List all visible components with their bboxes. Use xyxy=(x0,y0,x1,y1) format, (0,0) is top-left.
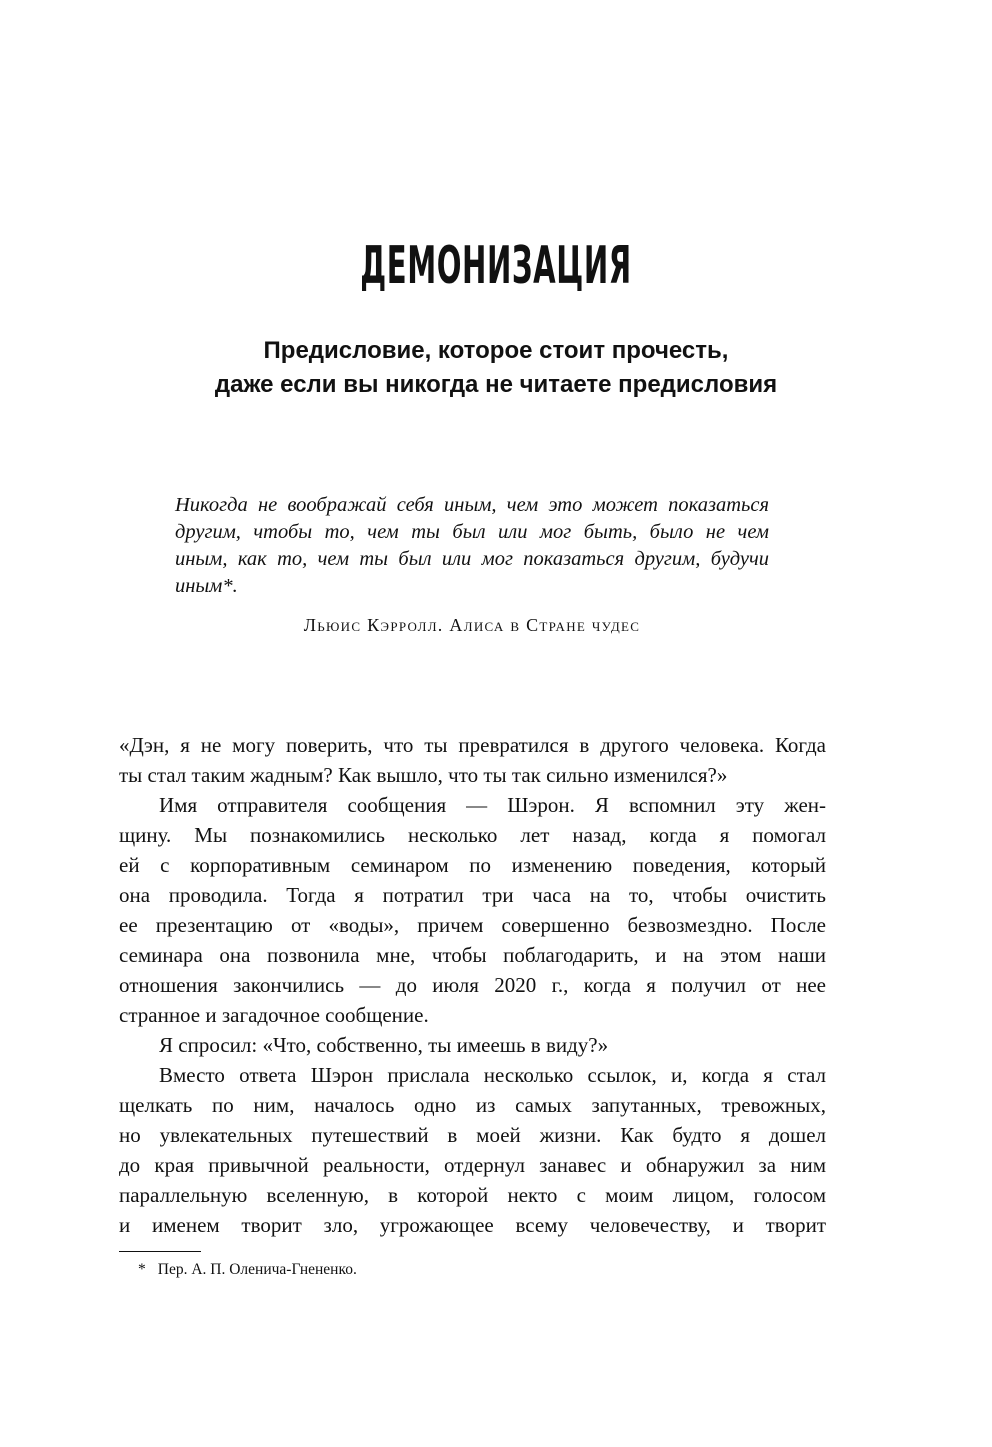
body-line: семинара она позвонила мне, чтобы поблагодарить, и на этом наши xyxy=(119,943,826,967)
body-line: до края привычной реальности, отдернул занавес и обнаружил за ним xyxy=(119,1153,826,1177)
body-line: странное и загадочное сообщение. xyxy=(119,1003,429,1027)
body-line: отношения закончились — до июля 2020 г., когда я получил от нее xyxy=(119,973,826,997)
body-line: ты стал таким жадным? Как вышло, что ты так сильно изменился?» xyxy=(119,763,728,787)
chapter-subtitle-line-1: Предисловие, которое стоит прочесть, xyxy=(263,337,729,364)
epigraph-source-text: Льюис Кэрролл. Алиса в Стране чудес xyxy=(303,615,641,635)
epigraph-line: иным, как то, чем ты был или мог показаться другим, будучи xyxy=(175,548,769,570)
chapter-subtitle-line-2: даже если вы никогда не читаете предисловия xyxy=(214,371,778,398)
body-line: Имя отправителя сообщения — Шэрон. Я вспомнил эту жен- xyxy=(159,793,826,817)
body-line: параллельную вселенную, в которой некто с моим лицом, голосом xyxy=(119,1183,826,1207)
body-line: Вместо ответа Шэрон прислала несколько ссылок, и, когда я стал xyxy=(159,1063,826,1087)
epigraph-line: другим, чтобы то, чем ты был или мог быть, было не чем xyxy=(175,521,769,543)
body-line: она проводила. Тогда я потратил три часа на то, чтобы очистить xyxy=(119,883,826,907)
body-line: щину. Мы познакомились несколько лет назад, когда я помогал xyxy=(119,823,826,847)
chapter-title: ДЕМОНИЗАЦИЯ xyxy=(360,236,632,296)
body-line: ей с корпоративным семинаром по изменению поведения, который xyxy=(119,853,826,877)
body-line: «Дэн, я не могу поверить, что ты превратился в другого человека. Когда xyxy=(119,733,826,757)
epigraph-line: Никогда не воображай себя иным, чем это может показаться xyxy=(175,494,769,516)
body-line: и именем творит зло, угрожающее всему человечеству, и творит xyxy=(119,1213,826,1237)
footnote-marker: * xyxy=(138,1261,146,1278)
body-line: щелкать по ним, началось одно из самых запутанных, тревожных, xyxy=(119,1093,826,1117)
epigraph-source xyxy=(0,612,992,638)
body-line: ее презентацию от «воды», причем совершенно безвозмездно. После xyxy=(119,913,826,937)
footnote-divider xyxy=(119,1251,201,1252)
footnote-text: Пер. А. П. Оленича-Гнененко. xyxy=(157,1261,357,1278)
body-line: но увлекательных путешествий в моей жизни. Как будто я дошел xyxy=(119,1123,826,1147)
epigraph-line: иным*. xyxy=(175,575,238,597)
footnote xyxy=(138,1259,357,1281)
body-line: Я спросил: «Что, собственно, ты имеешь в виду?» xyxy=(159,1033,609,1057)
